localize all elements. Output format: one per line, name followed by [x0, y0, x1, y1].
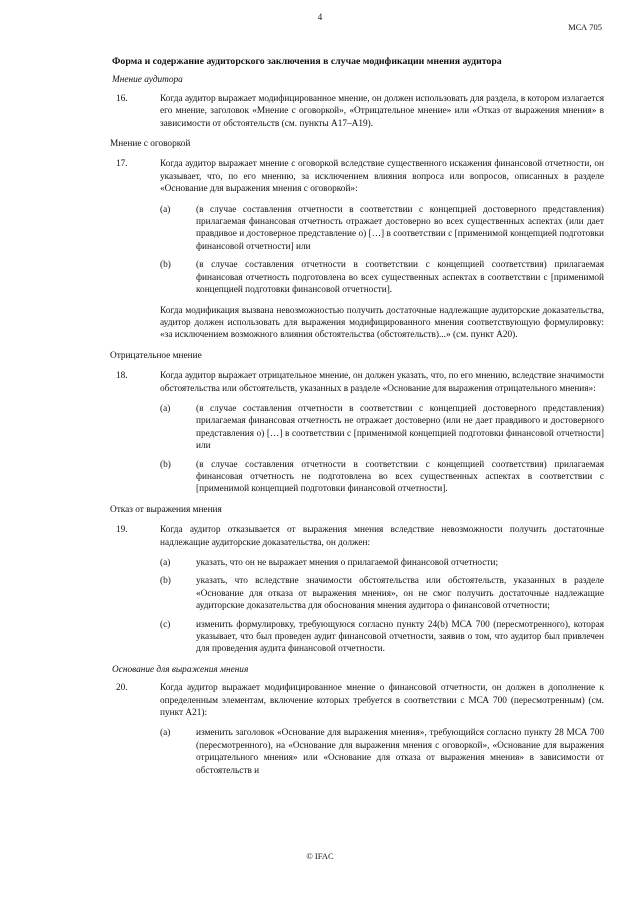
section-heading-qualified: Мнение с оговоркой: [110, 139, 191, 150]
paragraph-text: Когда аудитор выражает отрицательное мнение, он должен указать, что, по его мнению, вследствие значимости обстоятельства или обстоятельств, указанных в разделе «Основание для выражения отрицательного мнения»:: [160, 371, 604, 394]
subparagraph-label: (b): [160, 576, 171, 587]
page-number: 4: [317, 12, 323, 22]
paragraph-20: [112, 682, 604, 719]
page-title: Форма и содержание аудиторского заключения в случае модификации мнения аудитора: [112, 56, 502, 67]
subparagraph-19c: [160, 619, 604, 656]
paragraph-number: 18.: [116, 371, 128, 382]
page-content: [112, 56, 604, 785]
subparagraph-text: указать, что вследствие значимости обстоятельства или обстоятельств, указанных в разделе «Основание для отказа от выражения мнения», он не смог получить достаточные надлежащие аудиторские доказательства для обоснования мнения аудитора о финансовой отчетности;: [196, 576, 604, 612]
subparagraph-label: (a): [160, 403, 171, 414]
section-heading-adverse: Отрицательное мнение: [110, 350, 202, 361]
subparagraph-text: (в случае составления отчетности в соответствии с концепцией соответствия) прилагаемая финансовая отчетность не подготовлена во всех существенных аспектах в соответствии с [применимой концепцией подготовки финансовой отчетности].: [196, 459, 604, 495]
subparagraph-label: (a): [160, 558, 171, 568]
subparagraph-group: [112, 204, 604, 297]
paragraph-16: [112, 93, 604, 130]
subparagraph-group: [112, 403, 604, 496]
subparagraph-text: указать, что он не выражает мнения о прилагаемой финансовой отчетности;: [196, 558, 499, 568]
paragraph-17: [112, 158, 604, 195]
section-heading-disclaimer: Отказ от выражения мнения: [110, 504, 222, 515]
paragraph-text: Когда аудитор выражает мнение с оговоркой вследствие существенного искажения финансовой отчетности, он указывает, что, по его мнению, за исключением влияния вопроса или вопросов, описанных в разделе «Основание для выражения мнения с оговоркой»:: [160, 159, 604, 195]
footer-copyright: © IFAC: [306, 851, 334, 861]
subparagraph-label: (a): [160, 728, 171, 739]
subparagraph-18a: [160, 403, 604, 453]
subparagraph-18b: [160, 459, 604, 496]
subparagraph-group: [112, 727, 604, 777]
subparagraph-19a: [160, 557, 604, 569]
paragraph-number: 16.: [116, 93, 128, 104]
paragraph-number: 20.: [116, 683, 128, 694]
paragraph-text: Когда аудитор выражает модифицированное мнение о финансовой отчетности, он должен в дополнение к определенным элементам, включение которых требуется в соответствии с МСА 700 (пересмотренным) (см. пункт A21):: [160, 683, 604, 719]
subparagraph-label: (c): [160, 619, 171, 630]
subparagraph-label: (b): [160, 260, 171, 271]
subparagraph-group: [112, 557, 604, 656]
paragraph-18: [112, 370, 604, 395]
subparagraph-17b: [160, 259, 604, 296]
paragraph-17-continuation: Когда модификация вызвана невозможностью получить достаточные надлежащие аудиторские доказательства, аудитор должен использовать для выражения модифицированного мнения соответствующую формулировку: «за исключением возможного влияния обстоятельства (обстоятельств)...» (см. пункт A20).: [160, 305, 604, 341]
subparagraph-label: (a): [160, 204, 171, 215]
subparagraph-text: (в случае составления отчетности в соответствии с концепцией достоверного представления) прилагаемая финансовая отчетность не отражает достоверно (или не дает правдивого и достоверного представления о) […] в соответствии с [применимой концепцией подготовки финансовой отчетности] или: [196, 403, 604, 452]
subparagraph-text: (в случае составления отчетности в соответствии с концепцией соответствия) прилагаемая финансовая отчетность подготовлена во всех существенных аспектах в соответствии с [применимой концепцией подготовки финансовой отчетности].: [196, 260, 604, 296]
paragraph-number: 19.: [116, 525, 128, 536]
paragraph-19: [112, 524, 604, 549]
subparagraph-19b: [160, 575, 604, 612]
section-heading-basis: Основание для выражения мнения: [112, 664, 249, 675]
subparagraph-text: изменить заголовок «Основание для выражения мнения», требующийся согласно пункту 28 МСА 700 (пересмотренного), на «Основание для выражения мнения с оговоркой», «Основание для выражения отрицательного мнения» или «Основание для отказа от выражения мнения» в зависимости от обстоятельств и: [196, 728, 604, 776]
paragraph-number: 17.: [116, 159, 128, 170]
standard-reference: МСА 705: [568, 22, 602, 32]
section-heading-opinion: Мнение аудитора: [112, 75, 183, 86]
subparagraph-17a: [160, 204, 604, 254]
subparagraph-text: (в случае составления отчетности в соответствии с концепцией достоверного представления) прилагаемая финансовая отчетность отражает достоверно во всех существенных аспектах (или дает правдивое и достоверное представление о) […] в соответствии с [применимой концепцией подготовки финансовой отчетности] или: [196, 204, 604, 252]
subparagraph-label: (b): [160, 459, 171, 470]
subparagraph-text: изменить формулировку, требующуюся согласно пункту 24(b) МСА 700 (пересмотренного), которая указывает, что был проведен аудит финансовой отчетности, заявив о том, что аудитор был привлечен для проведения аудита финансовой отчетности.: [196, 619, 604, 655]
paragraph-text: Когда аудитор выражает модифицированное мнение, он должен использовать для раздела, в котором излагается его мнение, заголовок «Мнение с оговоркой», «Отрицательное мнение» или «Отказ от выражения мнения» в зависимости от обстоятельств (см. пункты A17–A19).: [160, 93, 604, 129]
subparagraph-20a: [160, 727, 604, 777]
paragraph-text: Когда аудитор отказывается от выражения мнения вследствие невозможности получить достаточные надлежащие аудиторские доказательства, он должен:: [160, 525, 604, 548]
